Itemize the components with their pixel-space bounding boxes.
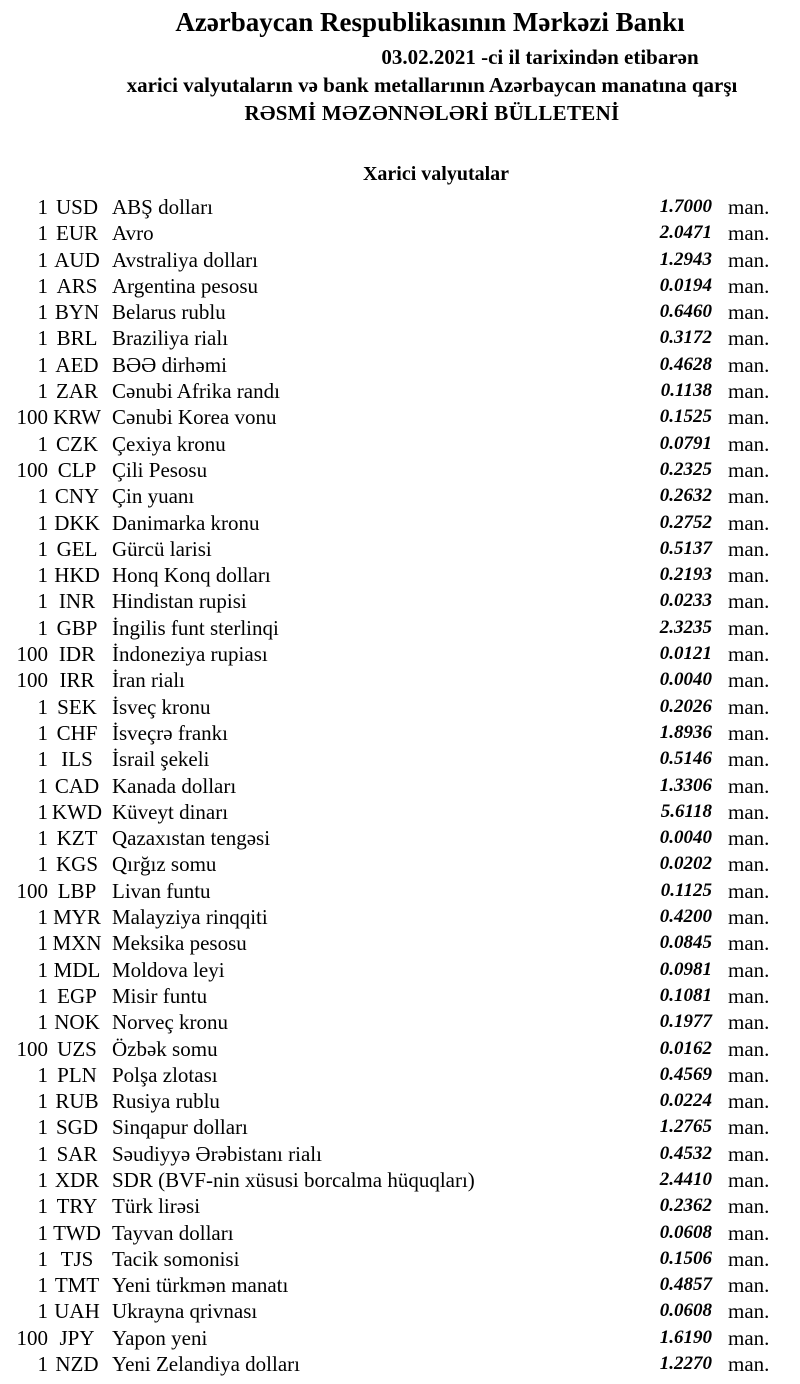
currency-rate: 0.0121 (659, 643, 712, 665)
currency-rate: 0.0791 (659, 432, 712, 454)
currency-rate: 0.0202 (659, 853, 712, 875)
rate-row (0, 904, 800, 930)
currency-name: Ukrayna qrivnası (112, 1299, 258, 1324)
rate-row (0, 1036, 800, 1062)
currency-code: SEK (57, 694, 97, 719)
currency-rate: 0.0608 (659, 1221, 712, 1243)
currency-rate: 0.0040 (659, 669, 712, 691)
rate-row (0, 1114, 800, 1140)
currency-unit: man. (728, 563, 770, 588)
currency-unit: man. (728, 273, 770, 298)
rate-row (0, 1351, 800, 1377)
currency-unit: man. (728, 1036, 770, 1061)
currency-unit: man. (728, 615, 770, 640)
rate-row (0, 404, 800, 430)
rate-row (0, 325, 800, 351)
currency-rate: 0.0162 (659, 1037, 712, 1059)
currency-name: Belarus rublu (112, 300, 226, 325)
currency-unit: man. (728, 957, 770, 982)
currency-code: HKD (54, 563, 100, 588)
currency-unit: man. (728, 1273, 770, 1298)
currency-unit: man. (728, 510, 770, 535)
currency-code: INR (58, 589, 96, 614)
currency-unit: man. (728, 1194, 770, 1219)
currency-name: Meksika pesosu (112, 931, 247, 956)
currency-quantity: 1 (37, 195, 48, 219)
currency-code: BRL (56, 326, 98, 351)
currency-code: EGP (57, 983, 97, 1008)
currency-quantity: 1 (37, 379, 48, 404)
currency-rate: 0.6460 (659, 301, 712, 323)
currency-code: TWD (53, 1220, 101, 1245)
currency-unit: man. (728, 983, 770, 1008)
rate-row (0, 1298, 800, 1324)
currency-code: MYR (53, 905, 101, 930)
currency-rate: 0.0224 (659, 1090, 712, 1112)
currency-code: SGD (55, 1115, 98, 1140)
currency-rate: 0.4857 (659, 1274, 712, 1296)
currency-code: ZAR (56, 379, 98, 404)
rate-row (0, 1193, 800, 1219)
currency-quantity: 1 (37, 931, 48, 956)
currency-quantity: 1 (37, 720, 48, 745)
rate-row (0, 851, 800, 877)
currency-unit: man. (728, 931, 770, 956)
currency-name: Türk lirəsi (112, 1194, 201, 1219)
currency-quantity: 1 (37, 1352, 48, 1377)
rate-row (0, 536, 800, 562)
currency-unit: man. (728, 405, 770, 430)
currency-name: Çili Pesosu (112, 457, 208, 482)
currency-name: İran rialı (112, 668, 185, 693)
currency-name: Avro (112, 221, 154, 246)
currency-name: Səudiyyə Ərəbistanı rialı (112, 1141, 322, 1166)
rate-row (0, 273, 800, 299)
currency-quantity: 1 (37, 589, 48, 614)
currency-name: Cənubi Korea vonu (112, 405, 277, 430)
currency-unit: man. (728, 1352, 770, 1377)
currency-name: Moldova leyi (112, 957, 225, 982)
currency-unit: man. (728, 905, 770, 930)
currency-unit: man. (728, 352, 770, 377)
currency-code: XDR (54, 1167, 100, 1192)
currency-unit: man. (728, 300, 770, 325)
currency-quantity: 1 (37, 905, 48, 930)
currency-unit: man. (728, 1246, 770, 1271)
rates-table (0, 194, 800, 1377)
currency-code: KGS (55, 852, 98, 877)
bank-title: Azərbaycan Respublikasının Mərkəzi Bankı (175, 7, 685, 37)
rate-row (0, 483, 800, 509)
rate-row (0, 615, 800, 641)
currency-quantity: 1 (37, 247, 48, 272)
currency-quantity: 1 (37, 852, 48, 877)
currency-code: IDR (58, 642, 96, 667)
currency-quantity: 1 (37, 957, 48, 982)
currency-rate: 2.3235 (659, 616, 712, 638)
currency-code: KWD (51, 799, 103, 824)
currency-unit: man. (728, 326, 770, 351)
currency-name: İsveç kronu (112, 694, 211, 719)
currency-quantity: 1 (37, 1246, 48, 1271)
currency-name: BƏƏ dirhəmi (112, 352, 227, 377)
currency-quantity: 1 (37, 431, 48, 456)
currency-name: Qazaxıstan tengəsi (112, 826, 271, 851)
rate-row (0, 825, 800, 851)
currency-rate: 0.2752 (659, 511, 712, 533)
currency-rate: 0.1125 (660, 879, 712, 901)
currency-unit: man. (728, 457, 770, 482)
currency-rate: 0.1081 (659, 984, 712, 1006)
currency-name: Misir funtu (112, 983, 208, 1008)
currency-quantity: 1 (37, 273, 48, 298)
currency-code: CLP (57, 457, 97, 482)
currency-code: CHF (56, 720, 98, 745)
currency-name: İndoneziya rupiası (112, 642, 268, 667)
currency-rate: 0.5137 (659, 537, 712, 559)
currency-name: İsveçrə frankı (112, 720, 229, 745)
currency-quantity: 1 (37, 826, 48, 851)
currency-name: Kanada dolları (112, 773, 237, 798)
currency-quantity: 1 (37, 1062, 48, 1087)
currency-code: MDL (53, 957, 101, 982)
currency-code: LBP (57, 878, 97, 903)
currency-unit: man. (728, 195, 770, 219)
currency-rate: 2.0471 (659, 222, 712, 244)
rate-row (0, 694, 800, 720)
rate-row (0, 799, 800, 825)
rate-row (0, 588, 800, 614)
currency-unit: man. (728, 536, 770, 561)
currency-name: Danimarka kronu (112, 510, 260, 535)
currency-code: NOK (54, 1010, 100, 1035)
currency-name: Qırğız somu (112, 852, 217, 877)
currency-quantity: 1 (37, 615, 48, 640)
currency-quantity: 1 (37, 1194, 48, 1219)
currency-quantity: 1 (37, 1220, 48, 1245)
currency-name: Sinqapur dolları (112, 1115, 248, 1140)
rate-row (0, 1167, 800, 1193)
currency-rate: 0.2362 (659, 1195, 712, 1217)
currency-code: CAD (54, 773, 100, 798)
rate-row (0, 1009, 800, 1035)
currency-code: AUD (54, 247, 100, 272)
currency-unit: man. (728, 1220, 770, 1245)
currency-rate: 0.3172 (659, 327, 712, 349)
currency-rate: 1.6190 (659, 1326, 712, 1348)
currency-code: NZD (55, 1352, 99, 1377)
currency-unit: man. (728, 1062, 770, 1087)
currency-quantity: 1 (37, 799, 48, 824)
currency-unit: man. (728, 1115, 770, 1140)
rate-row (0, 431, 800, 457)
rate-row (0, 220, 800, 246)
currency-code: UAH (54, 1299, 100, 1324)
currency-unit: man. (728, 431, 770, 456)
currency-quantity: 1 (37, 563, 48, 588)
currency-rate: 0.1525 (659, 406, 712, 428)
effective-date-line: 03.02.2021 -ci il tarixindən etibarən (381, 45, 699, 69)
currency-code: JPY (59, 1325, 95, 1350)
currency-quantity: 1 (37, 221, 48, 246)
currency-rate: 0.4628 (659, 353, 712, 375)
currency-rate: 1.2270 (659, 1353, 712, 1375)
currency-unit: man. (728, 878, 770, 903)
currency-code: PLN (57, 1062, 97, 1087)
rate-row (0, 1272, 800, 1298)
rate-row (0, 378, 800, 404)
bulletin-name: RƏSMİ MƏZƏNNƏLƏRİ BÜLLETENİ (244, 101, 620, 125)
currency-unit: man. (728, 642, 770, 667)
currency-name: Argentina pesosu (112, 273, 259, 298)
rate-row (0, 510, 800, 536)
currency-name: Hindistan rupisi (112, 589, 247, 614)
currency-name: Polşa zlotası (112, 1062, 218, 1087)
currency-name: Özbək somu (112, 1036, 218, 1061)
rate-row (0, 983, 800, 1009)
currency-unit: man. (728, 379, 770, 404)
currency-quantity: 1 (37, 352, 48, 377)
rate-row (0, 667, 800, 693)
currency-code: IRR (59, 668, 95, 693)
rate-row (0, 194, 800, 220)
currency-unit: man. (728, 221, 770, 246)
currency-code: KRW (53, 405, 101, 430)
currency-quantity: 1 (37, 1115, 48, 1140)
currency-quantity: 1 (37, 300, 48, 325)
currency-quantity: 100 (16, 878, 48, 903)
currency-unit: man. (728, 1325, 770, 1350)
currency-name: Cənubi Afrika randı (112, 379, 280, 404)
currency-name: Rusiya rublu (112, 1089, 220, 1114)
currency-code: MXN (52, 931, 102, 956)
currency-code: ILS (61, 747, 93, 772)
rate-row (0, 247, 800, 273)
currency-name: Malayziya rinqqiti (112, 905, 268, 930)
currency-unit: man. (728, 694, 770, 719)
rate-row (0, 773, 800, 799)
rate-row (0, 299, 800, 325)
currency-rate: 0.0233 (659, 590, 712, 612)
currency-unit: man. (728, 247, 770, 272)
currency-quantity: 1 (37, 1273, 48, 1298)
currency-quantity: 1 (37, 484, 48, 509)
currency-quantity: 100 (16, 405, 48, 430)
currency-rate: 0.2193 (659, 564, 712, 586)
currency-name: Yeni Zelandiya dolları (112, 1352, 300, 1377)
currency-rate: 1.2943 (659, 248, 712, 270)
currency-quantity: 1 (37, 510, 48, 535)
currency-rate: 0.5146 (659, 748, 712, 770)
currency-quantity: 1 (37, 694, 48, 719)
currency-quantity: 1 (37, 1167, 48, 1192)
currency-quantity: 1 (37, 747, 48, 772)
currency-rate: 0.1506 (659, 1247, 712, 1269)
rate-row (0, 1062, 800, 1088)
currency-name: Norveç kronu (112, 1010, 229, 1035)
currency-rate: 1.7000 (659, 196, 712, 217)
currency-quantity: 100 (16, 1325, 48, 1350)
currency-name: Çexiya kronu (112, 431, 226, 456)
currency-code: CZK (56, 431, 98, 456)
currency-quantity: 1 (37, 773, 48, 798)
rate-row (0, 641, 800, 667)
currency-code: GEL (56, 536, 98, 561)
currency-rate: 0.1977 (659, 1011, 712, 1033)
currency-code: GBP (56, 615, 98, 640)
currency-rate: 0.4569 (659, 1063, 712, 1085)
currency-unit: man. (728, 826, 770, 851)
currency-code: RUB (55, 1089, 99, 1114)
currency-code: BYN (54, 300, 100, 325)
currency-name: Küveyt dinarı (112, 799, 229, 824)
currency-rate: 0.0981 (659, 958, 712, 980)
currency-code: SAR (56, 1141, 98, 1166)
currency-code: EUR (56, 221, 98, 246)
currency-quantity: 100 (16, 1036, 48, 1061)
currency-unit: man. (728, 1141, 770, 1166)
rate-row (0, 1220, 800, 1246)
currency-name: Livan funtu (112, 878, 211, 903)
currency-unit: man. (728, 1089, 770, 1114)
currency-unit: man. (728, 589, 770, 614)
currency-unit: man. (728, 668, 770, 693)
currency-rate: 0.4200 (659, 906, 712, 928)
currency-quantity: 100 (16, 457, 48, 482)
currency-quantity: 1 (37, 983, 48, 1008)
currency-code: KZT (56, 826, 98, 851)
currency-unit: man. (728, 484, 770, 509)
currency-unit: man. (728, 747, 770, 772)
currency-name: ABŞ dolları (112, 195, 213, 219)
rate-row (0, 1088, 800, 1114)
currency-unit: man. (728, 1010, 770, 1035)
currency-code: CNY (54, 484, 100, 509)
currency-code: ARS (56, 273, 98, 298)
currency-name: Honq Konq dolları (112, 563, 271, 588)
currency-rate: 0.2325 (659, 458, 712, 480)
bulletin-subtitle: xarici valyutaların və bank metallarının Azərbaycan manatına qarşı (126, 73, 738, 97)
currency-name: Yeni türkmən manatı (112, 1273, 289, 1298)
rate-row (0, 720, 800, 746)
currency-rate: 1.2765 (659, 1116, 712, 1138)
currency-name: Çin yuanı (112, 484, 195, 509)
rate-row (0, 1141, 800, 1167)
currency-name: İngilis funt sterlinqi (112, 615, 279, 640)
currency-quantity: 1 (37, 326, 48, 351)
currency-unit: man. (728, 799, 770, 824)
currency-quantity: 1 (37, 536, 48, 561)
rate-row (0, 1246, 800, 1272)
currency-rate: 5.6118 (660, 800, 712, 822)
currency-rate: 0.0845 (659, 932, 712, 954)
currency-unit: man. (728, 720, 770, 745)
currency-quantity: 1 (37, 1141, 48, 1166)
currency-quantity: 1 (37, 1010, 48, 1035)
currency-rate: 1.3306 (659, 774, 712, 796)
currency-rate: 2.4410 (659, 1168, 712, 1190)
rate-row (0, 1325, 800, 1351)
currency-name: SDR (BVF-nin xüsusi borcalma hüquqları) (112, 1167, 475, 1192)
currency-quantity: 1 (37, 1299, 48, 1324)
currency-code: UZS (57, 1036, 97, 1061)
currency-rate: 0.4532 (659, 1142, 712, 1164)
currency-name: Gürcü larisi (112, 536, 212, 561)
currency-unit: man. (728, 773, 770, 798)
rate-row (0, 562, 800, 588)
rate-row (0, 746, 800, 772)
currency-code: TMT (54, 1273, 100, 1298)
currency-unit: man. (728, 852, 770, 877)
currency-rate: 1.8936 (659, 721, 712, 743)
currency-quantity: 100 (16, 668, 48, 693)
currency-unit: man. (728, 1299, 770, 1324)
rate-row (0, 457, 800, 483)
currency-quantity: 1 (37, 1089, 48, 1114)
currency-code: TJS (60, 1246, 94, 1271)
currency-rate: 0.2632 (659, 485, 712, 507)
currency-rate: 0.1138 (660, 380, 712, 402)
currency-code: DKK (54, 510, 100, 535)
rate-row (0, 930, 800, 956)
currency-quantity: 100 (16, 642, 48, 667)
currency-name: Tayvan dolları (112, 1220, 234, 1245)
currency-rate: 0.0194 (659, 274, 712, 296)
currency-code: TRY (56, 1194, 98, 1219)
currency-unit: man. (728, 1167, 770, 1192)
currency-name: Yapon yeni (112, 1325, 208, 1350)
currency-name: Tacik somonisi (112, 1246, 240, 1271)
section-title-foreign-currencies: Xarici valyutalar (362, 163, 510, 185)
currency-code: AED (55, 352, 99, 377)
rate-row (0, 878, 800, 904)
currency-rate: 0.2026 (659, 695, 712, 717)
currency-name: Avstraliya dolları (112, 247, 258, 272)
currency-rate: 0.0608 (659, 1300, 712, 1322)
rate-row (0, 352, 800, 378)
currency-name: İsrail şekeli (112, 747, 210, 772)
rate-row (0, 957, 800, 983)
currency-name: Braziliya rialı (112, 326, 229, 351)
currency-code: USD (55, 195, 98, 219)
currency-rate: 0.0040 (659, 827, 712, 849)
